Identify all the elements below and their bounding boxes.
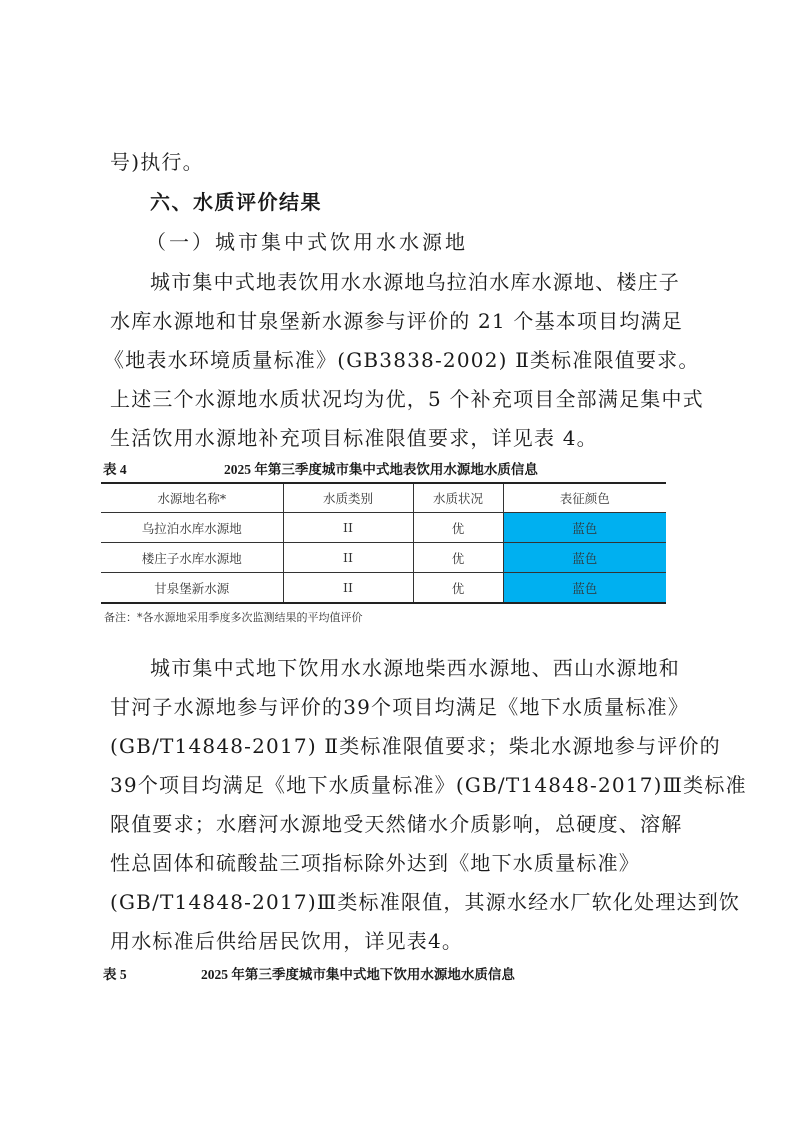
header-source-name: 水源地名称* (101, 483, 283, 513)
paragraph-line: 限值要求；水磨河水源地受天然储水介质影响，总硬度、溶解 (110, 812, 683, 836)
table5-caption (103, 967, 515, 983)
continuation-text: 号)执行。 (110, 150, 204, 174)
table-row (101, 573, 666, 604)
table5-label: 表 5 (103, 967, 127, 982)
paragraph-line: 《地表水环境质量标准》(GB3838-2002) Ⅱ类标准限值要求。 (104, 348, 700, 372)
table4-title: 2025 年第三季度城市集中式地表饮用水源地水质信息 (224, 462, 538, 477)
subsection-heading: （一）城市集中式饮用水水源地 (146, 230, 468, 254)
table-header-row (101, 483, 666, 513)
table-row (101, 513, 666, 543)
cell-quality-status: 优 (413, 543, 503, 573)
cell-indicator-color: 蓝色 (503, 513, 666, 543)
header-quality-status: 水质状况 (413, 483, 503, 513)
cell-quality-category: II (283, 573, 413, 604)
cell-quality-category: II (283, 513, 413, 543)
table5-title: 2025 年第三季度城市集中式地下饮用水源地水质信息 (201, 967, 515, 982)
paragraph-line: 甘河子水源地参与评价的39个项目均满足《地下水质量标准》 (110, 695, 690, 719)
cell-source-name: 楼庄子水库水源地 (101, 543, 283, 573)
paragraph-line: 39个项目均满足《地下水质量标准》(GB/T14848-2017)Ⅲ类标准 (110, 773, 747, 797)
cell-quality-category: II (283, 543, 413, 573)
cell-source-name: 甘泉堡新水源 (101, 573, 283, 604)
cell-indicator-color: 蓝色 (503, 573, 666, 604)
header-indicator-color: 表征颜色 (503, 483, 666, 513)
paragraph-line: 生活饮用水源地补充项目标准限值要求，详见表 4。 (110, 426, 598, 450)
paragraph-line: 城市集中式地表饮用水水源地乌拉泊水库水源地、楼庄子 (150, 270, 680, 294)
paragraph-line: 性总固体和硫酸盐三项指标除外达到《地下水质量标准》 (110, 851, 640, 875)
cell-quality-status: 优 (413, 573, 503, 604)
cell-indicator-color: 蓝色 (503, 543, 666, 573)
table-row (101, 543, 666, 573)
cell-quality-status: 优 (413, 513, 503, 543)
paragraph-line: 水库水源地和甘泉堡新水源参与评价的 21 个基本项目均满足 (110, 309, 683, 333)
cell-source-name: 乌拉泊水库水源地 (101, 513, 283, 543)
paragraph-line: 用水标准后供给居民饮用，详见表4。 (110, 929, 464, 953)
table4-note: 备注：*各水源地采用季度多次监测结果的平均值评价 (104, 611, 363, 624)
paragraph-line: (GB/T14848-2017)Ⅲ类标准限值，其源水经水厂软化处理达到饮 (110, 890, 741, 914)
header-quality-category: 水质类别 (283, 483, 413, 513)
paragraph-line: 上述三个水源地水质状况均为优，5 个补充项目全部满足集中式 (110, 387, 704, 411)
table4-label: 表 4 (103, 462, 127, 477)
table4 (101, 482, 666, 604)
paragraph-line: (GB/T14848-2017) Ⅱ类标准限值要求；柴北水源地参与评价的 (110, 734, 721, 758)
section-heading: 六、水质评价结果 (150, 190, 322, 214)
paragraph-line: 城市集中式地下饮用水水源地柴西水源地、西山水源地和 (150, 656, 680, 680)
table4-caption (103, 462, 538, 478)
